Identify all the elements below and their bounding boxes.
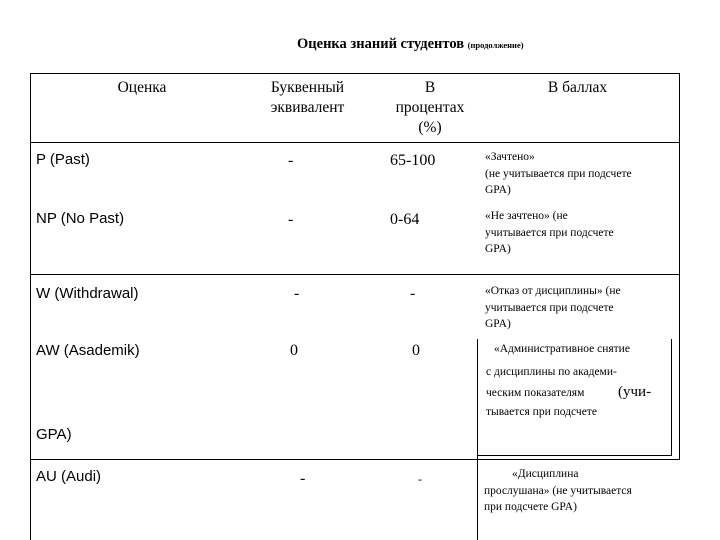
percent-cell: - [418,472,422,486]
points-cell [484,466,674,516]
letter-cell: 0 [290,342,298,359]
grade-cell: AW (Asademik) [36,342,140,359]
header-percent-line: В [424,79,436,96]
percent-cell: 0 [412,342,420,359]
header-letter [250,78,365,118]
header-percent-line: (%) [418,119,442,136]
grade-cell: W (Withdrawal) [36,285,139,302]
grade-cell-continued: GPA) [36,426,72,443]
header-percent-line: процентах [395,99,465,116]
grade-cell: NP (No Past) [36,210,125,227]
table-left-border [30,73,31,540]
points-line: с дисциплины по академи- [486,366,617,378]
points-line: «Не зачтено» (не [485,210,568,222]
percent-cell: 65-100 [390,152,436,169]
points-line: GPA) [485,243,511,255]
points-line: «Дисциплина [512,468,579,480]
table-right-border [679,73,680,459]
title-main: Оценка знаний студентов [297,36,465,52]
page-title [297,36,524,53]
percent-cell: 0-64 [390,211,420,228]
header-points: В баллах [547,79,608,96]
points-line: «Зачтено» [485,151,535,163]
points-line: при подсчете GPA) [484,501,577,513]
points-line: «Административное снятие [494,343,630,355]
table-top-border [30,73,680,74]
points-cell [485,149,675,199]
points-line: прослушана» (не учитывается [484,484,632,497]
letter-cell: - [294,285,300,302]
points-line: (не учитывается при подсчете [485,167,632,180]
header-bottom-border [30,142,680,143]
points-cell [485,208,669,258]
points-line: учитывается при подсчете [485,226,614,239]
row-divider [30,274,680,275]
grade-cell: P (Past) [36,151,90,168]
points-cell-right-border [671,339,672,456]
header-grade: Оценка [117,79,167,96]
points-line: GPA) [485,184,511,196]
points-line: ческим показателям [486,387,585,399]
percent-cell: - [410,285,416,302]
points-cell-bottom-border [477,455,672,456]
points-line: тывается при подсчете [486,406,597,418]
grade-cell: AU (Audi) [36,468,102,485]
header-percent [380,78,480,138]
points-line: (учи- [618,384,652,400]
title-sub: (продолжение) [467,40,524,50]
letter-cell: - [288,211,294,228]
header-letter-line: эквивалент [270,99,345,116]
letter-cell: - [288,152,294,169]
points-column-border [477,339,478,540]
points-line: «Отказ от дисциплины» (не [485,285,621,297]
header-letter-line: Буквенный [270,79,345,96]
points-line: GPA) [485,318,511,330]
row-divider [30,459,680,460]
points-cell [485,283,675,333]
points-line: учитывается при подсчете [485,301,614,314]
letter-cell: - [300,470,306,487]
